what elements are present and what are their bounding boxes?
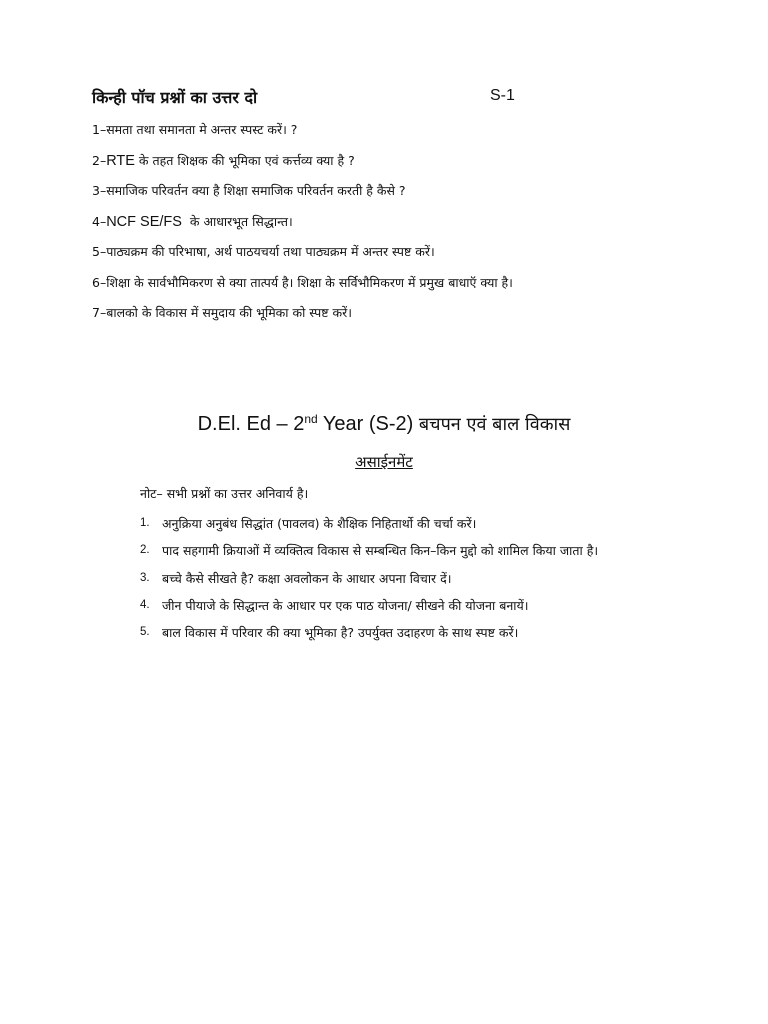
item-number: 5. (140, 626, 150, 638)
section-2-subtitle (0, 452, 768, 472)
section-1-code: S-1 (490, 87, 515, 104)
question-item (92, 149, 712, 180)
question-text: समाजिक परिवर्तन क्या है शिक्षा समाजिक परिवर्तन करती है कैसे ? (106, 183, 406, 198)
question-item (92, 271, 712, 302)
list-item (140, 619, 680, 646)
question-prefix: 5– (92, 244, 107, 259)
section-1-title: किन्ही पॉच प्रश्नों का उत्तर दो (92, 88, 258, 107)
question-prefix: 2– (92, 152, 107, 168)
question-tag: RTE (106, 152, 135, 169)
question-prefix: 4– (92, 213, 107, 229)
instruction-note: नोट– सभी प्रश्नों का उत्तर अनिवार्य है। (140, 486, 309, 501)
item-number: 3. (140, 572, 150, 584)
item-text: बच्चे कैसे सीखते है? कक्षा अवलोकन के आधार अपना विचार दें। (162, 571, 452, 586)
item-text: बाल विकास में परिवार की क्या भूमिका है? उपर्युक्त उदाहरण के साथ स्पष्ट करें। (162, 625, 519, 640)
question-prefix: 7– (92, 305, 107, 320)
question-item (92, 210, 712, 241)
question-tag: NCF SE/FS (106, 213, 182, 230)
question-text: के आधारभूत सिद्धान्त। (181, 213, 293, 229)
question-text: के तहत शिक्षक की भूमिका एवं कर्त्तव्य क्या है ? (134, 152, 355, 168)
title-ordinal-suffix: nd (304, 412, 318, 426)
item-number: 1. (140, 517, 150, 529)
question-text: समता तथा समानता मे अन्तर स्पस्ट करें। ? (106, 122, 298, 137)
question-prefix: 6– (92, 274, 107, 290)
section-1-question-list (92, 118, 712, 332)
question-item (92, 301, 712, 332)
question-item (92, 240, 712, 271)
title-course: D.El. Ed – 2 (197, 413, 305, 435)
assignment-heading: असाईनमेंट (355, 453, 413, 471)
title-subject: बचपन एवं बाल विकास (418, 414, 571, 435)
section-2-title (0, 412, 768, 436)
list-item (140, 537, 680, 565)
item-number: 2. (140, 544, 150, 556)
question-item (92, 179, 712, 210)
section-1-header (92, 86, 532, 112)
item-text: पाद सहगामी क्रियाओं में व्यक्तित्व विकास से सम्बन्धित किन–किन मुद्दो को शामिल किया जाता है। (162, 543, 599, 558)
question-text: बालको के विकास में समुदाय की भूमिका को स्पष्ट करें। (106, 305, 352, 320)
item-number: 4. (140, 599, 150, 611)
list-item (140, 592, 680, 619)
list-item (140, 565, 680, 592)
question-text: पाठ्यक्रम की परिभाषा, अर्थ पाठयचर्या तथा पाठ्यक्रम में अन्तर स्पष्ट करें। (106, 244, 435, 259)
title-year: Year (S-2) (317, 413, 419, 435)
list-item (140, 510, 680, 537)
question-item (92, 118, 712, 149)
question-text: शिक्षा के सार्वभौमिकरण से क्या तात्पर्य है। शिक्षा के सर्विभौमिकरण में प्रमुख बाधाऍ क्या है। (106, 274, 513, 290)
item-text: जीन पीयाजे के सिद्धान्त के आधार पर एक पाठ योजना/ सीखने की योजना बनायें। (162, 598, 529, 613)
question-prefix: 1– (92, 122, 107, 137)
question-prefix: 3– (92, 183, 107, 198)
section-2-question-list (140, 510, 680, 646)
item-text: अनुक्रिया अनुबंध सिद्धांत (पावलव) के शैक्षिक निहितार्थो की चर्चा करें। (162, 516, 477, 531)
